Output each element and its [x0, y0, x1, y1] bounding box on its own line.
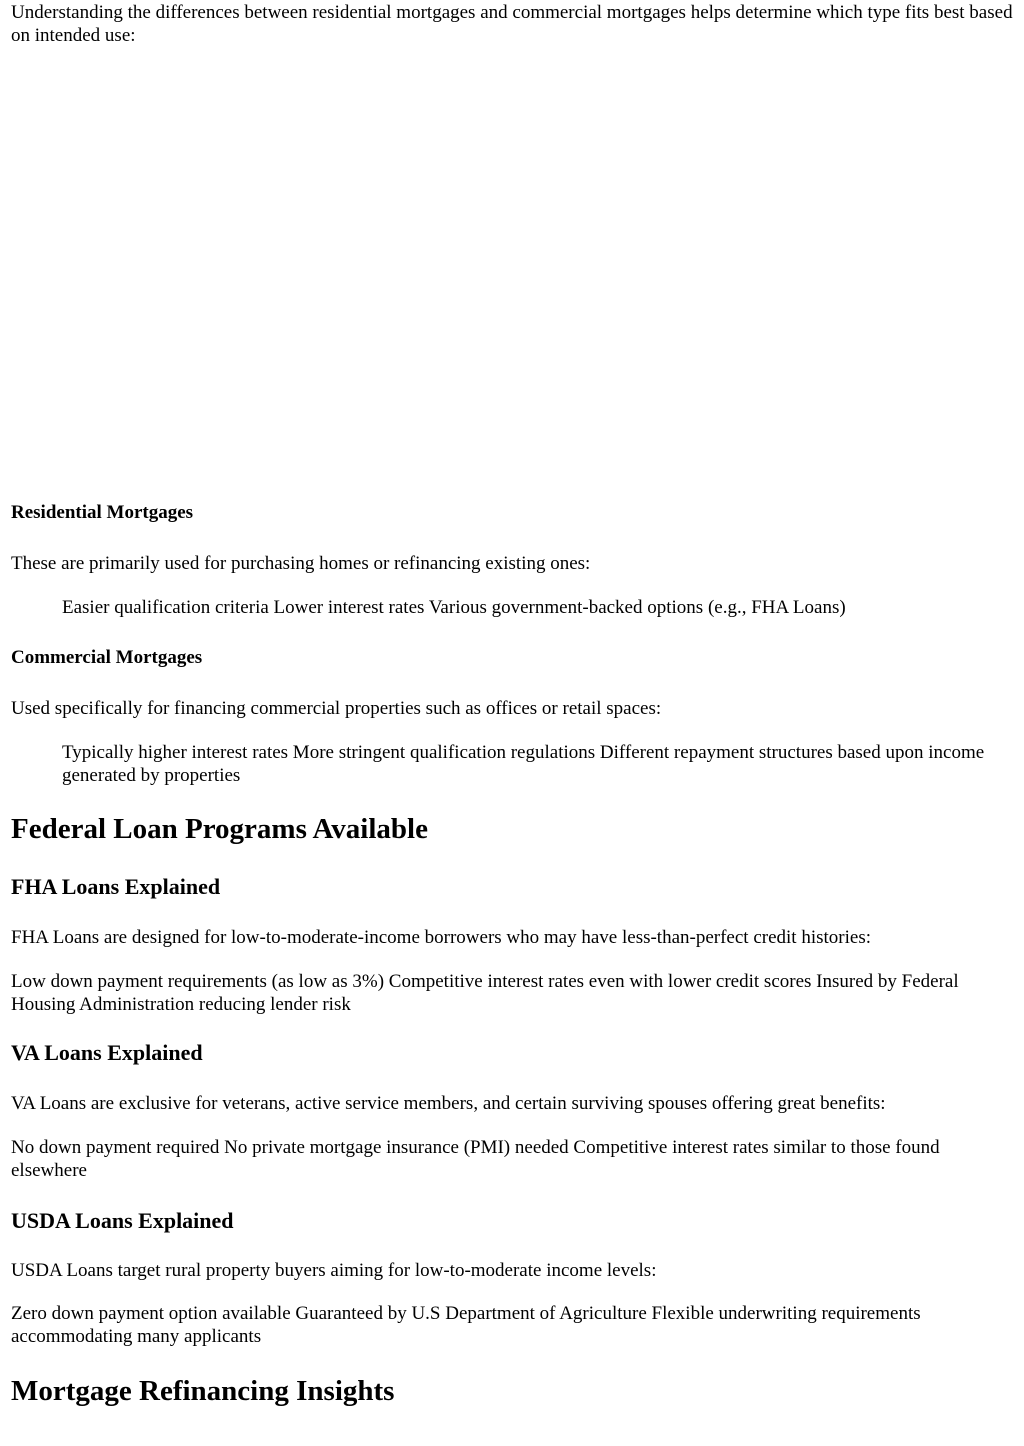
residential-points: Easier qualification criteria Lower interest rates Various government-backed options (e.g., FHA Loans) [62, 597, 846, 618]
usda-lead: USDA Loans target rural property buyers aiming for low-to-moderate income levels: [11, 1260, 657, 1281]
fha-lead: FHA Loans are designed for low-to-moderate-income borrowers who may have less-than-perfect credit histories: [11, 927, 871, 948]
residential-lead: These are primarily used for purchasing homes or refinancing existing ones: [11, 553, 591, 574]
fha-heading: FHA Loans Explained [11, 874, 221, 899]
commercial-heading: Commercial Mortgages [11, 647, 203, 668]
federal-heading: Federal Loan Programs Available [11, 813, 428, 845]
fha-points: Low down payment requirements (as low as 3%) Competitive interest rates even with lower credit scores Insured by Federal Housing Administration reducing lender risk [11, 971, 959, 1015]
refinancing-heading: Mortgage Refinancing Insights [11, 1375, 395, 1407]
va-heading: VA Loans Explained [11, 1040, 203, 1065]
va-lead: VA Loans are exclusive for veterans, active service members, and certain surviving spouses offering great benefits: [11, 1093, 886, 1114]
residential-heading: Residential Mortgages [11, 502, 194, 523]
intro-paragraph: Understanding the differences between residential mortgages and commercial mortgages helps determine which type fits best based on intended use: [11, 2, 1013, 46]
usda-points: Zero down payment option available Guaranteed by U.S Department of Agriculture Flexible underwriting requirements accommodating many applicants [11, 1303, 921, 1347]
commercial-lead: Used specifically for financing commercial properties such as offices or retail spaces: [11, 698, 662, 719]
va-points: No down payment required No private mortgage insurance (PMI) needed Competitive interest rates similar to those found elsewhere [11, 1137, 940, 1181]
commercial-points: Typically higher interest rates More stringent qualification regulations Different repayment structures based upon income generated by properties [62, 742, 985, 786]
usda-heading: USDA Loans Explained [11, 1208, 234, 1233]
